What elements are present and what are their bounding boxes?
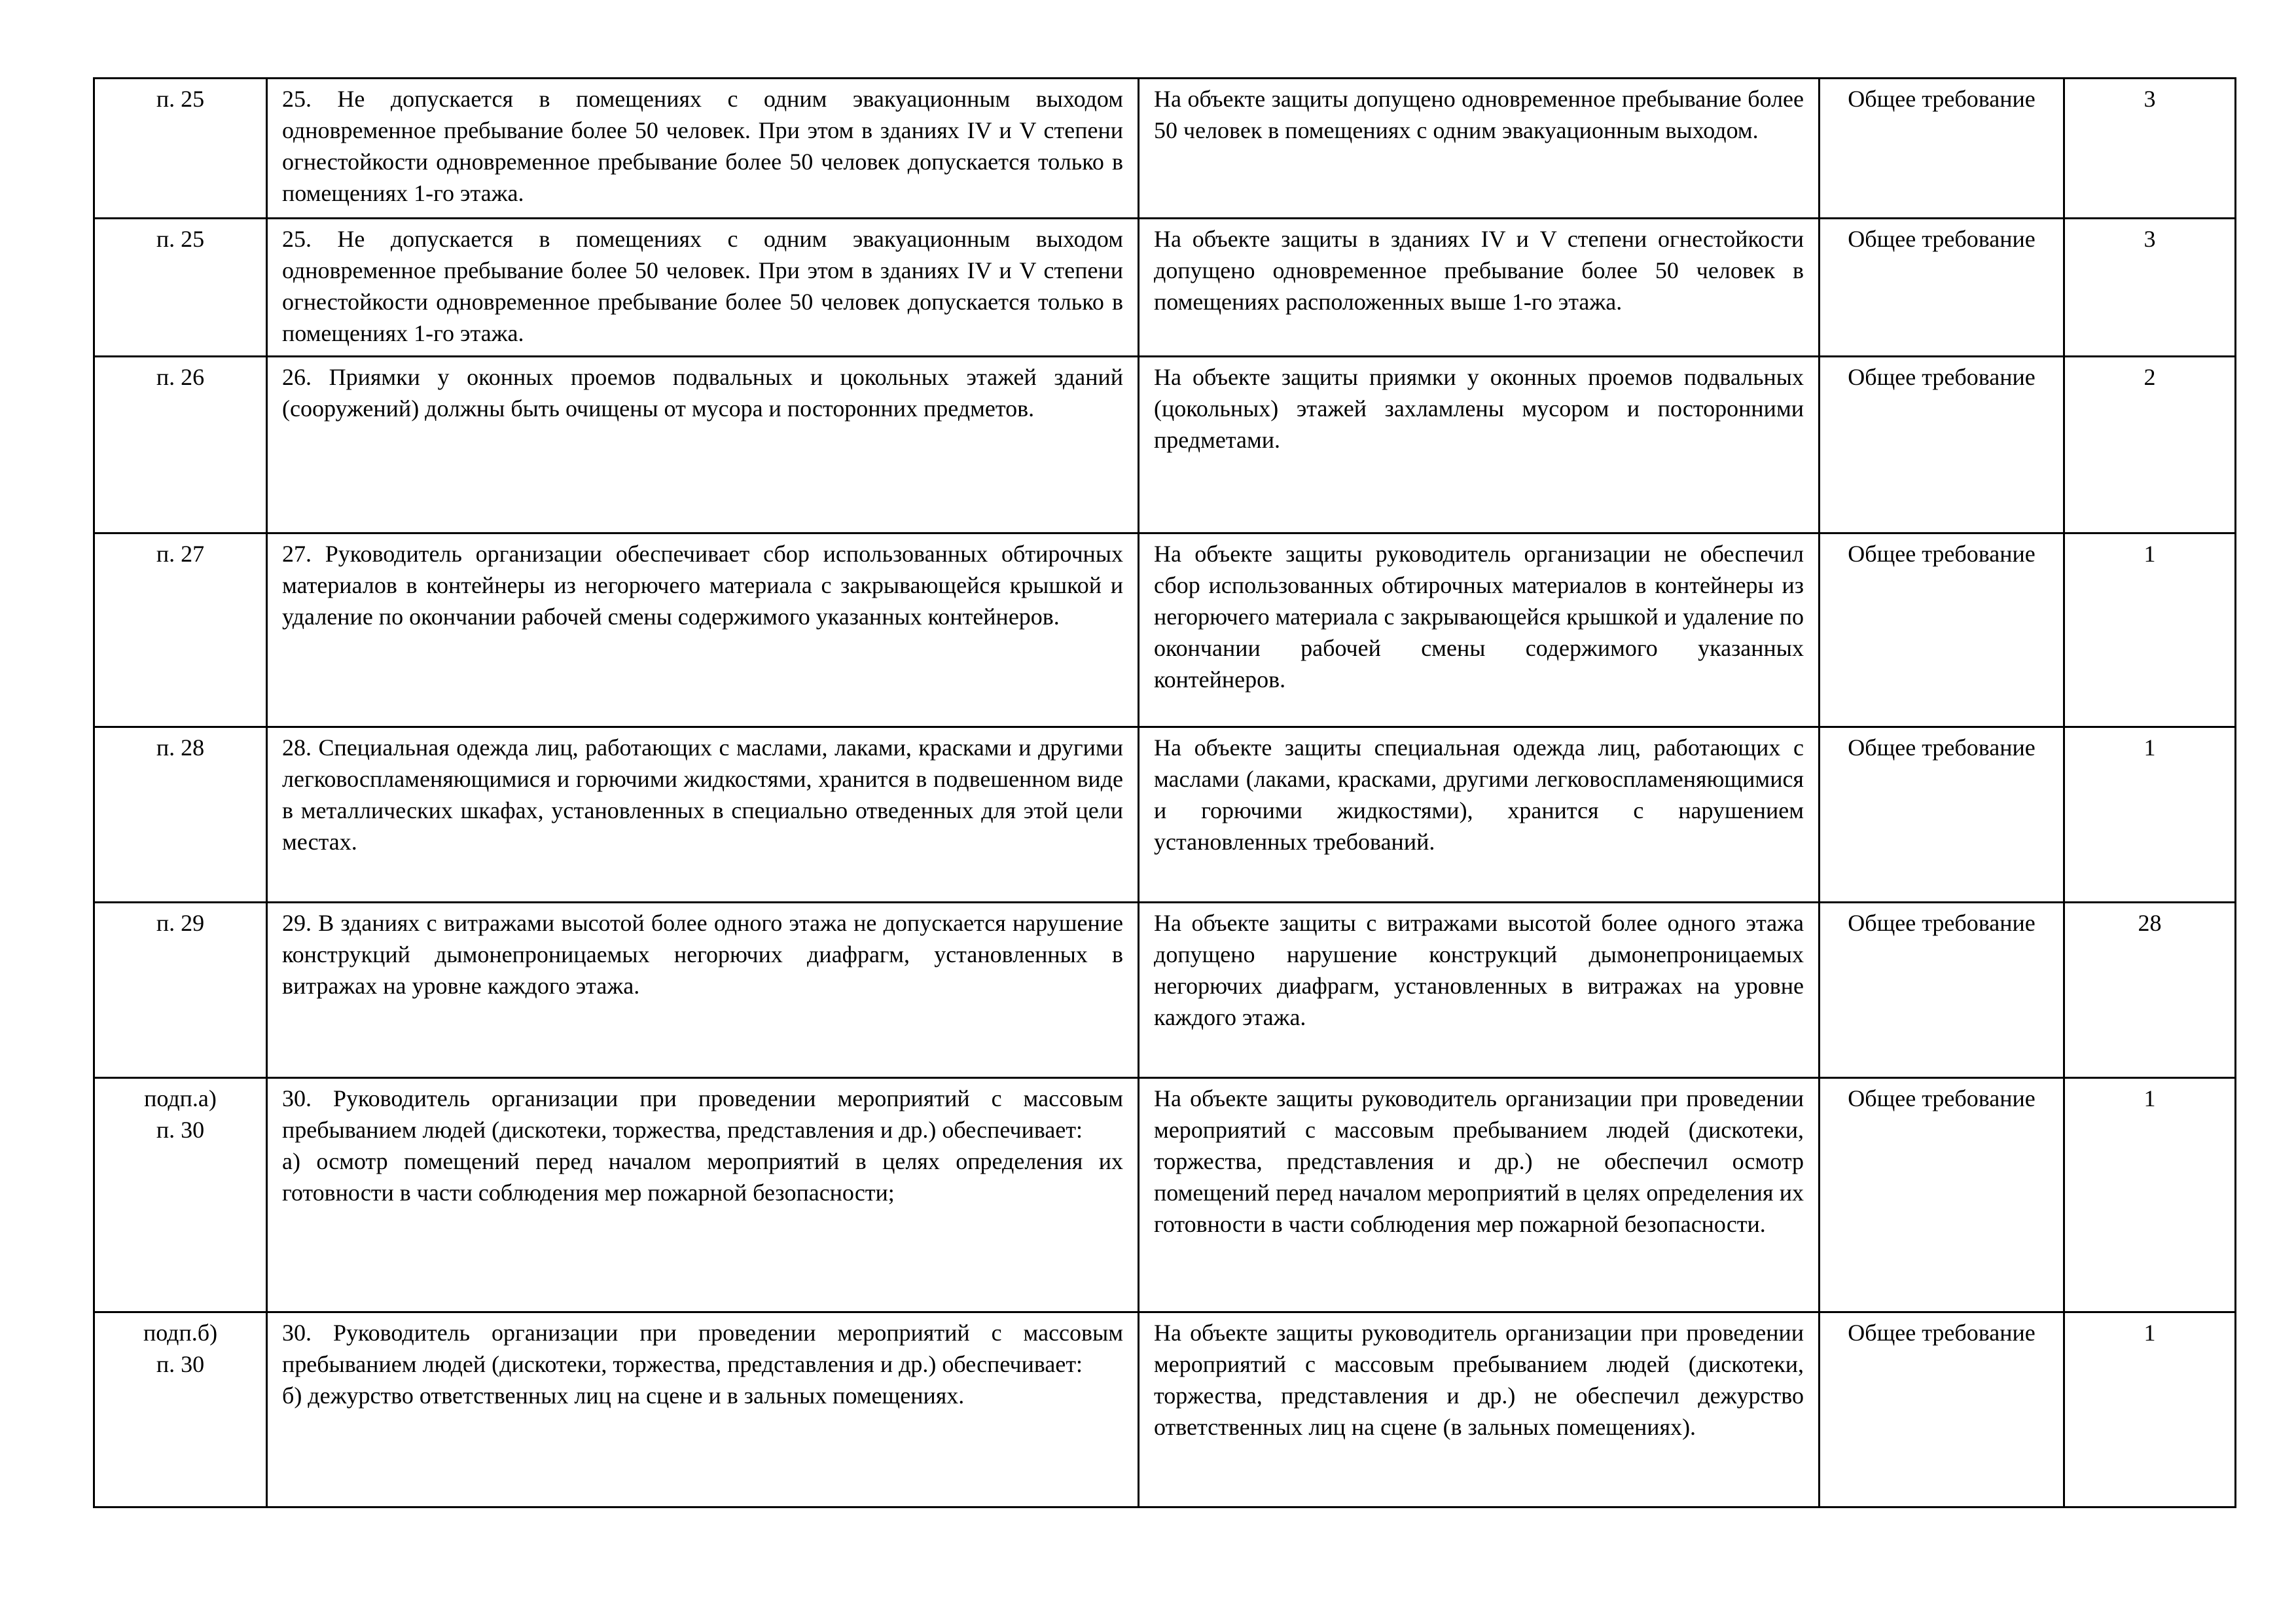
- violation-cell: На объекте защиты допущено одновременное пребывание более 50 человек в помещениях с одним эвакуационным выходом.: [1139, 79, 1820, 219]
- requirement-type-cell: Общее требование: [1820, 727, 2064, 903]
- violation-cell: На объекте защиты руководитель организации при проведении мероприятий с массовым пребыванием людей (дискотеки, торжества, представления и др.) не обеспечил дежурство ответственных лиц на сцене (в зальных помещениях).: [1139, 1312, 1820, 1507]
- document-page: [93, 77, 2234, 1508]
- requirement-type-cell: Общее требование: [1820, 533, 2064, 727]
- requirement-intro: 30. Руководитель организации при проведении мероприятий с массовым пребыванием людей (дискотеки, торжества, представления и др.) обеспечивает:: [282, 1320, 1123, 1377]
- count-cell: 28: [2064, 903, 2236, 1078]
- clause-subitem: подп.б): [143, 1320, 218, 1346]
- requirement-cell: 27. Руководитель организации обеспечивает сбор использованных обтирочных материалов в контейнеры из негорючего материала с закрывающейся крышкой и удаление по окончании рабочей смены содержимого указанных контейнеров.: [267, 533, 1139, 727]
- table-row: [94, 219, 2236, 357]
- requirement-cell: [267, 1078, 1139, 1312]
- clause-subitem: подп.а): [144, 1085, 217, 1111]
- clause-ref-cell: п. 25: [94, 219, 267, 357]
- clause-number: п. 30: [156, 1117, 205, 1143]
- requirement-cell: 26. Приямки у оконных проемов подвальных и цокольных этажей зданий (сооружений) должны быть очищены от мусора и посторонних предметов.: [267, 357, 1139, 533]
- table-row: [94, 1078, 2236, 1312]
- requirement-type-cell: Общее требование: [1820, 357, 2064, 533]
- violation-cell: На объекте защиты руководитель организации не обеспечил сбор использованных обтирочных материалов в контейнеры из негорючего материала с закрывающейся крышкой и удаление по окончании рабочей смены содержимого указанных контейнеров.: [1139, 533, 1820, 727]
- violation-cell: На объекте защиты приямки у оконных проемов подвальных (цокольных) этажей захламлены мусором и посторонними предметами.: [1139, 357, 1820, 533]
- clause-ref-cell: п. 27: [94, 533, 267, 727]
- requirement-item: а) осмотр помещений перед началом мероприятий в целях определения их готовности в части соблюдения мер пожарной безопасности;: [282, 1148, 1123, 1206]
- count-cell: 1: [2064, 1312, 2236, 1507]
- requirement-type-cell: Общее требование: [1820, 79, 2064, 219]
- violation-cell: На объекте защиты руководитель организации при проведении мероприятий с массовым пребыванием людей (дискотеки, торжества, представления и др.) не обеспечил осмотр помещений перед началом мероприятий в целях определения их готовности в части соблюдения мер пожарной безопасности.: [1139, 1078, 1820, 1312]
- clause-number: п. 30: [156, 1351, 205, 1377]
- requirement-cell: [267, 1312, 1139, 1507]
- requirement-type-cell: Общее требование: [1820, 903, 2064, 1078]
- requirement-cell: 28. Специальная одежда лиц, работающих с маслами, лаками, красками и другими легковоспламеняющимися и горючими жидкостями, хранится в подвешенном виде в металлических шкафах, установленных в специально отведенных для этой цели местах.: [267, 727, 1139, 903]
- table-row: [94, 357, 2236, 533]
- table-row: [94, 727, 2236, 903]
- table-row: [94, 903, 2236, 1078]
- requirement-type-cell: Общее требование: [1820, 1078, 2064, 1312]
- violation-cell: На объекте защиты с витражами высотой более одного этажа допущено нарушение конструкций дымонепроницаемых негорючих диафрагм, установленных в витражах на уровне каждого этажа.: [1139, 903, 1820, 1078]
- table-row: [94, 79, 2236, 219]
- clause-ref-cell: п. 26: [94, 357, 267, 533]
- count-cell: 3: [2064, 219, 2236, 357]
- requirement-item: б) дежурство ответственных лиц на сцене и в зальных помещениях.: [282, 1382, 965, 1409]
- requirement-cell: 29. В зданиях с витражами высотой более одного этажа не допускается нарушение конструкций дымонепроницаемых негорючих диафрагм, установленных в витражах на уровне каждого этажа.: [267, 903, 1139, 1078]
- requirement-type-cell: Общее требование: [1820, 219, 2064, 357]
- requirement-cell: 25. Не допускается в помещениях с одним эвакуационным выходом одновременное пребывание более 50 человек. При этом в зданиях IV и V степени огнестойкости одновременное пребывание более 50 человек допускается только в помещениях 1-го этажа.: [267, 79, 1139, 219]
- violation-cell: На объекте защиты специальная одежда лиц, работающих с маслами (лаками, красками, другими легковоспламеняющимися и горючими жидкостями), хранится с нарушением установленных требований.: [1139, 727, 1820, 903]
- count-cell: 1: [2064, 533, 2236, 727]
- requirement-cell: 25. Не допускается в помещениях с одним эвакуационным выходом одновременное пребывание более 50 человек. При этом в зданиях IV и V степени огнестойкости одновременное пребывание более 50 человек допускается только в помещениях 1-го этажа.: [267, 219, 1139, 357]
- table-row: [94, 1312, 2236, 1507]
- count-cell: 1: [2064, 1078, 2236, 1312]
- table-row: [94, 533, 2236, 727]
- count-cell: 3: [2064, 79, 2236, 219]
- clause-ref-cell: [94, 1312, 267, 1507]
- clause-ref-cell: [94, 1078, 267, 1312]
- requirement-type-cell: Общее требование: [1820, 1312, 2064, 1507]
- requirement-intro: 30. Руководитель организации при проведении мероприятий с массовым пребыванием людей (дискотеки, торжества, представления и др.) обеспечивает:: [282, 1085, 1123, 1143]
- count-cell: 1: [2064, 727, 2236, 903]
- clause-ref-cell: п. 25: [94, 79, 267, 219]
- count-cell: 2: [2064, 357, 2236, 533]
- violation-cell: На объекте защиты в зданиях IV и V степени огнестойкости допущено одновременное пребывание более 50 человек в помещениях расположенных выше 1-го этажа.: [1139, 219, 1820, 357]
- clause-ref-cell: п. 28: [94, 727, 267, 903]
- clause-ref-cell: п. 29: [94, 903, 267, 1078]
- violations-table: [93, 77, 2236, 1508]
